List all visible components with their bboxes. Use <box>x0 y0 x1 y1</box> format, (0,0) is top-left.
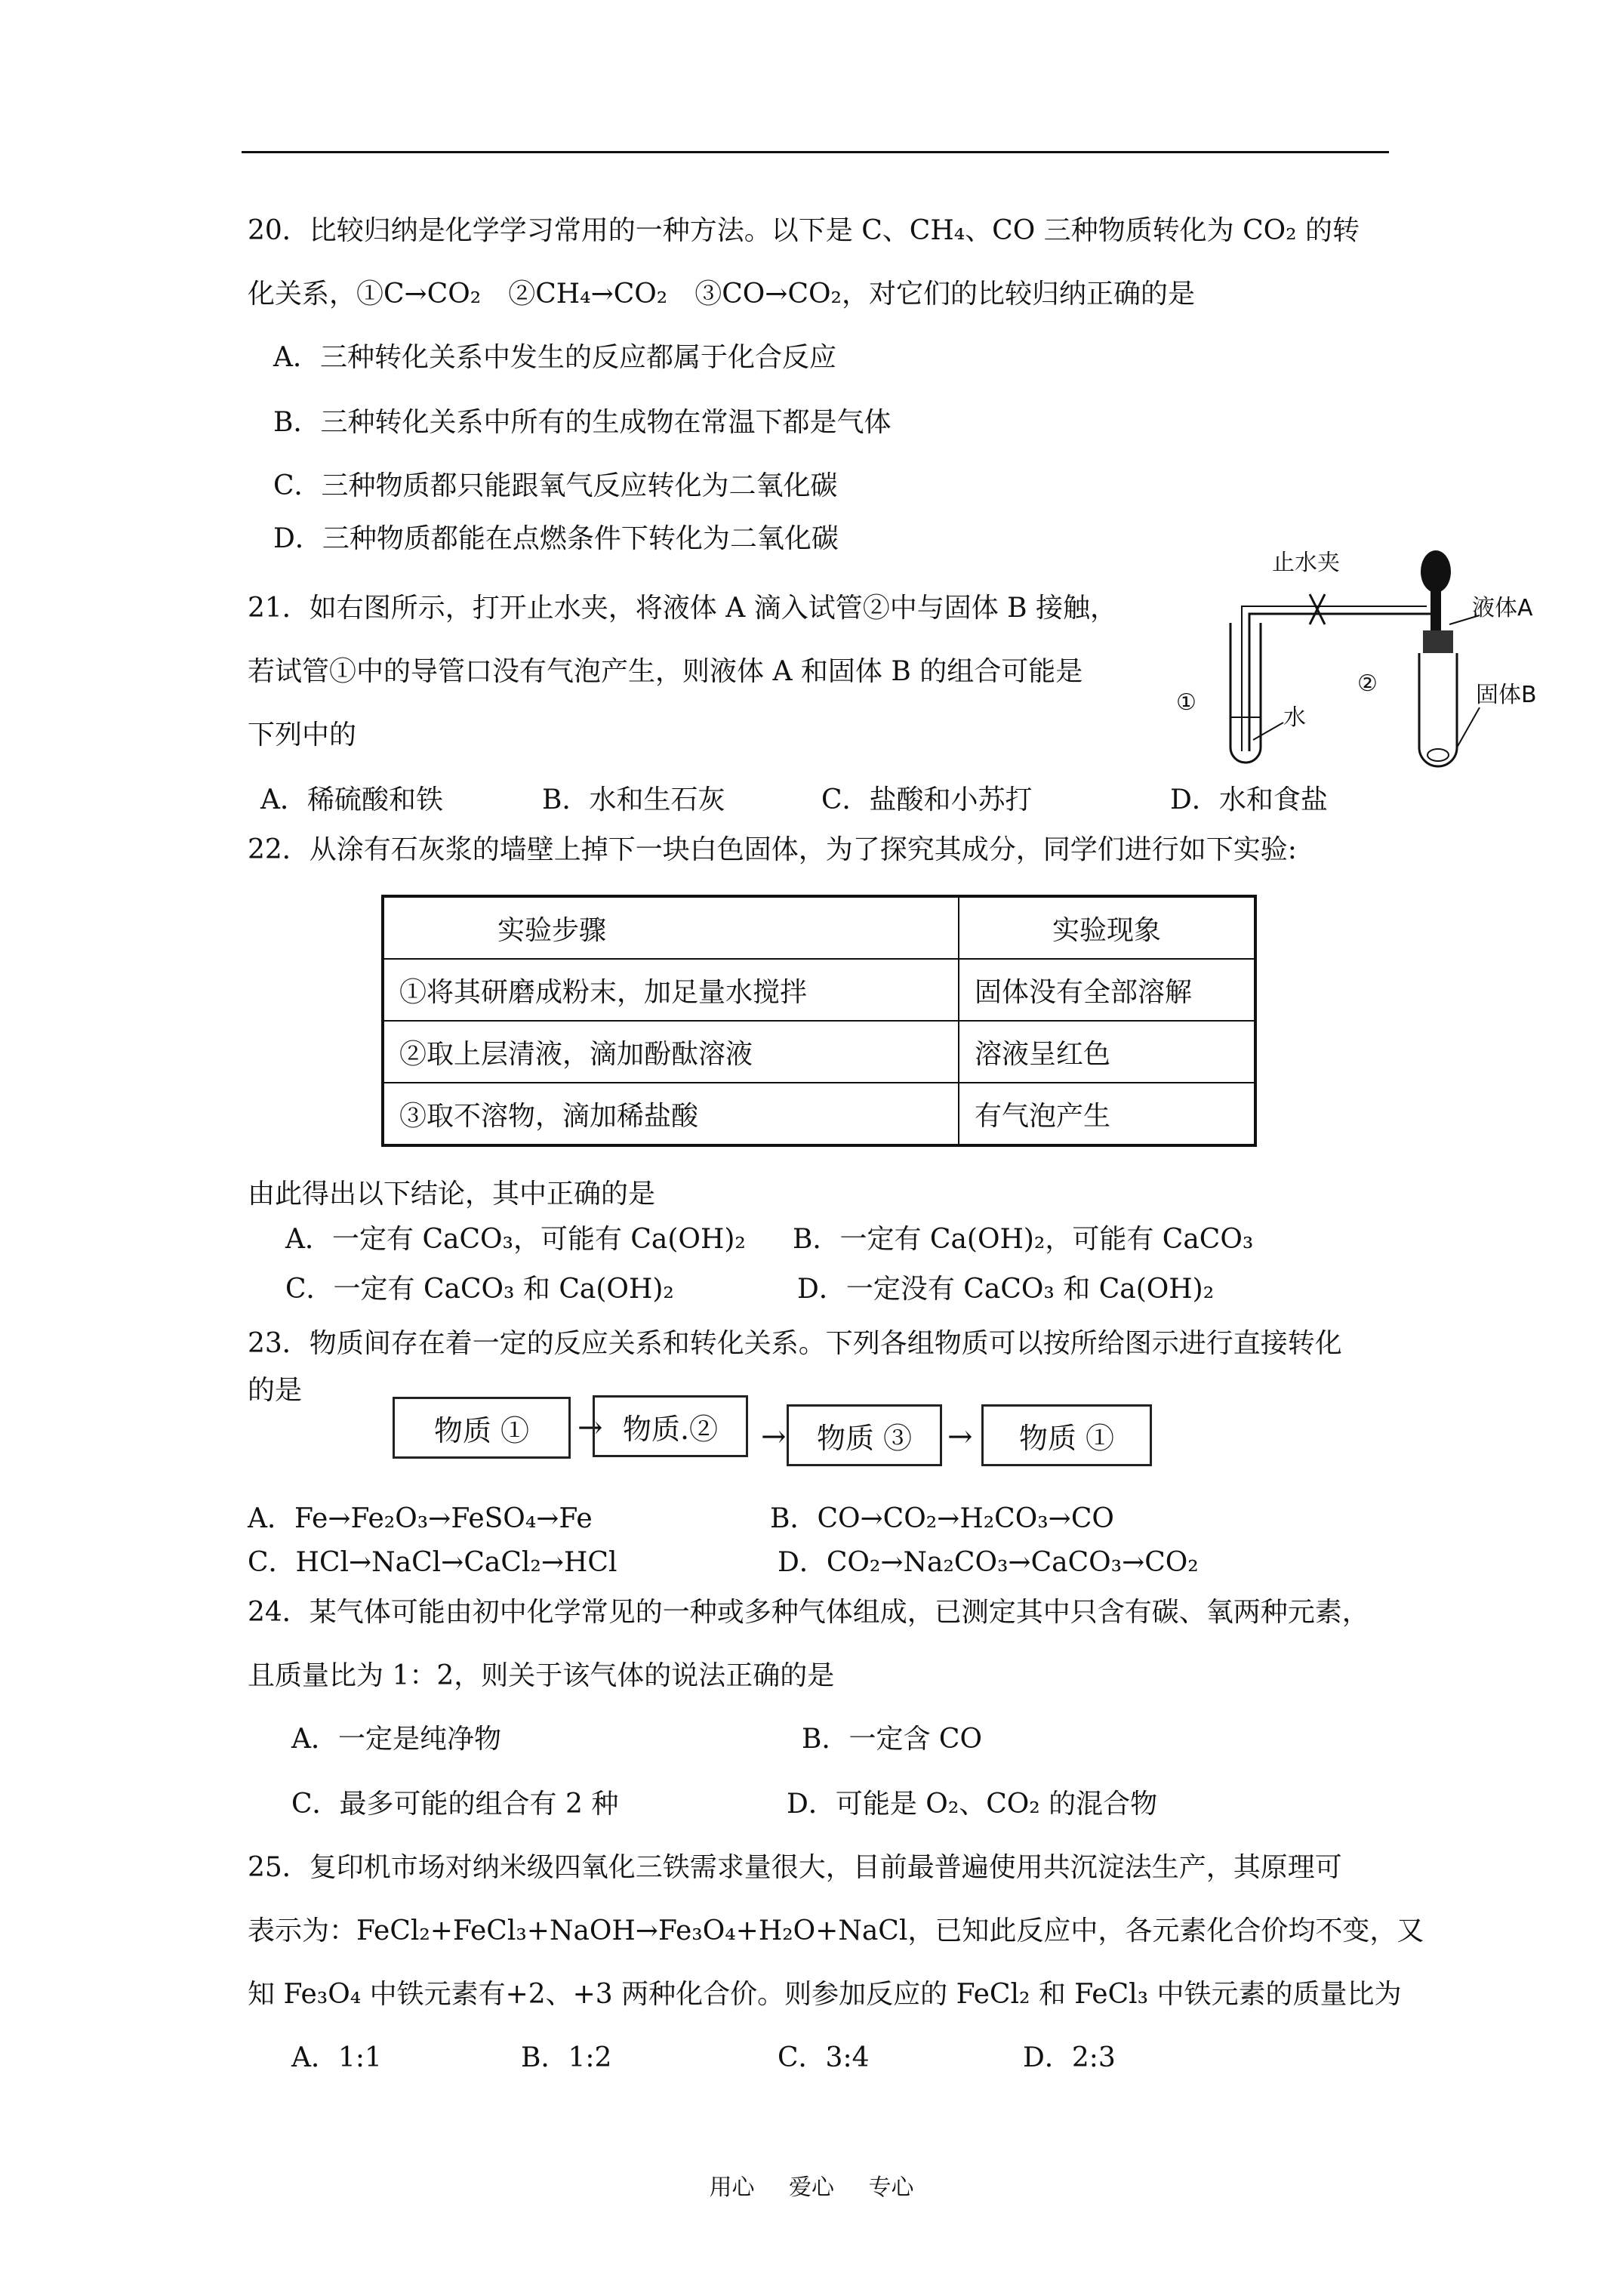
q24-option-a: A．一定是纯净物 <box>291 1724 501 1755</box>
q22-stem-line1: 22．从涂有石灰浆的墙壁上掉下一块白色固体，为了探究其成分，同学们进行如下实验: <box>248 834 1297 865</box>
q21-stem-line3: 下列中的 <box>248 720 357 750</box>
q25-stem-line1: 25．复印机市场对纳米级四氧化三铁需求量很大，目前最普遍使用共沉淀法生产，其原理可 <box>248 1852 1342 1883</box>
q23-option-b: B．CO→CO₂→H₂CO₃→CO <box>770 1503 1114 1534</box>
q21-stem-line2: 若试管①中的导管口没有气泡产生，则液体 A 和固体 B 的组合可能是 <box>248 656 1083 687</box>
q20-stem-line1: 20．比较归纳是化学学习常用的一种方法。以下是 C、CH₄、CO 三种物质转化为 CO₂ 的转 <box>248 215 1360 246</box>
q23-stem-line1: 23．物质间存在着一定的反应关系和转化关系。下列各组物质可以按所给图示进行直接转化 <box>248 1328 1342 1359</box>
q21-option-d: D．水和食盐 <box>1170 784 1328 815</box>
flow-box-3: 物质 ③ <box>787 1404 942 1466</box>
q23-stem-line2: 的是 <box>248 1375 303 1406</box>
q25-stem-line2: 表示为：FeCl₂+FeCl₃+NaOH→Fe₃O₄+H₂O+NaCl，已知此反应中，各元素化合价均不变，又 <box>248 1915 1424 1946</box>
clamp-icon <box>1310 594 1325 624</box>
q22-option-b: B．一定有 Ca(OH)₂，可能有 CaCO₃ <box>793 1224 1254 1255</box>
liquid-a-label: 液体A <box>1472 595 1533 621</box>
flow-arrow-icon: → <box>761 1419 787 1454</box>
tube-2-label: ② <box>1357 670 1378 697</box>
clamp-label: 止水夹 <box>1272 550 1340 576</box>
solid-b <box>1427 749 1449 761</box>
q21-option-b: B．水和生石灰 <box>542 784 725 815</box>
q22-conclusion: 由此得出以下结论，其中正确的是 <box>248 1179 656 1210</box>
q21-stem-line1: 21．如右图所示，打开止水夹，将液体 A 滴入试管②中与固体 B 接触， <box>248 593 1118 624</box>
q25-option-d: D．2:3 <box>1023 2042 1116 2073</box>
table-header-observations: 实验现象 <box>959 896 1255 959</box>
table-row <box>383 1083 1255 1145</box>
q24-option-d: D．可能是 O₂、CO₂ 的混合物 <box>787 1789 1158 1820</box>
q20-option-a: A．三种转化关系中发生的反应都属于化合反应 <box>273 342 836 373</box>
table-cell: ②取上层清液，滴加酚酞溶液 <box>383 1021 959 1083</box>
tube-1-label: ① <box>1176 689 1196 716</box>
q24-option-c: C．最多可能的组合有 2 种 <box>291 1789 619 1820</box>
footer-word: 爱心 <box>789 2174 834 2201</box>
q20-option-d: D．三种物质都能在点燃条件下转化为二氧化碳 <box>273 523 839 554</box>
dropper-bulb-icon <box>1421 550 1451 593</box>
q20-option-c: C．三种物质都只能跟氧气反应转化为二氧化碳 <box>273 470 838 501</box>
table-row <box>383 959 1255 1021</box>
experiment-table <box>381 895 1257 1147</box>
q25-stem-line3: 知 Fe₃O₄ 中铁元素有+2、+3 两种化合价。则参加反应的 FeCl₂ 和 FeCl₃ 中铁元素的质量比为 <box>248 1979 1402 2010</box>
flow-box-1: 物质 ① <box>393 1397 571 1459</box>
stopper <box>1423 630 1453 653</box>
table-cell: 有气泡产生 <box>959 1083 1255 1145</box>
table-cell: ①将其研磨成粉末，加足量水搅拌 <box>383 959 959 1021</box>
q20-stem-line2: 化关系，①C→CO₂ ②CH₄→CO₂ ③CO→CO₂，对它们的比较归纳正确的是 <box>248 279 1195 310</box>
flow-arrow-icon: → <box>947 1419 973 1454</box>
flow-box-2: 物质.② <box>593 1395 748 1457</box>
header-rule <box>242 151 1389 153</box>
table-header-row <box>383 896 1255 959</box>
table-cell: ③取不溶物，滴加稀盐酸 <box>383 1083 959 1145</box>
q25-option-c: C．3:4 <box>778 2042 870 2073</box>
q21-option-c: C．盐酸和小苏打 <box>821 784 1033 815</box>
q22-option-c: C．一定有 CaCO₃ 和 Ca(OH)₂ <box>285 1274 674 1305</box>
q25-option-b: B．1:2 <box>521 2042 612 2073</box>
solid-b-label: 固体B <box>1476 682 1537 708</box>
flow-arrow-icon: → <box>577 1410 603 1445</box>
table-cell: 固体没有全部溶解 <box>959 959 1255 1021</box>
footer-word: 用心 <box>709 2174 755 2201</box>
water-label: 水 <box>1283 704 1306 731</box>
q22-option-d: D．一定没有 CaCO₃ 和 Ca(OH)₂ <box>797 1274 1215 1305</box>
test-tube-1 <box>1230 623 1261 763</box>
apparatus-figure <box>1170 532 1537 774</box>
footer-word: 专心 <box>868 2174 914 2201</box>
q21-option-a: A．稀硫酸和铁 <box>260 784 443 815</box>
flow-box-4: 物质 ① <box>981 1404 1152 1466</box>
table-row <box>383 1021 1255 1083</box>
q24-stem-line1: 24．某气体可能由初中化学常见的一种或多种气体组成，已测定其中只含有碳、氧两种元素， <box>248 1597 1369 1628</box>
q24-stem-line2: 且质量比为 1：2，则关于该气体的说法正确的是 <box>248 1660 835 1691</box>
q23-option-a: A．Fe→Fe₂O₃→FeSO₄→Fe <box>248 1503 593 1534</box>
page-footer <box>0 2168 1623 2202</box>
q20-option-b: B．三种转化关系中所有的生成物在常温下都是气体 <box>273 407 892 438</box>
q25-option-a: A．1:1 <box>291 2042 382 2073</box>
q24-option-b: B．一定含 CO <box>802 1724 982 1755</box>
q23-option-c: C．HCl→NaCl→CaCl₂→HCl <box>248 1547 617 1578</box>
q23-option-d: D．CO₂→Na₂CO₃→CaCO₃→CO₂ <box>778 1547 1199 1578</box>
table-cell: 溶液呈红色 <box>959 1021 1255 1083</box>
delivery-tube <box>1249 614 1434 751</box>
q22-option-a: A．一定有 CaCO₃，可能有 Ca(OH)₂ <box>285 1224 746 1255</box>
table-header-steps: 实验步骤 <box>383 896 959 959</box>
